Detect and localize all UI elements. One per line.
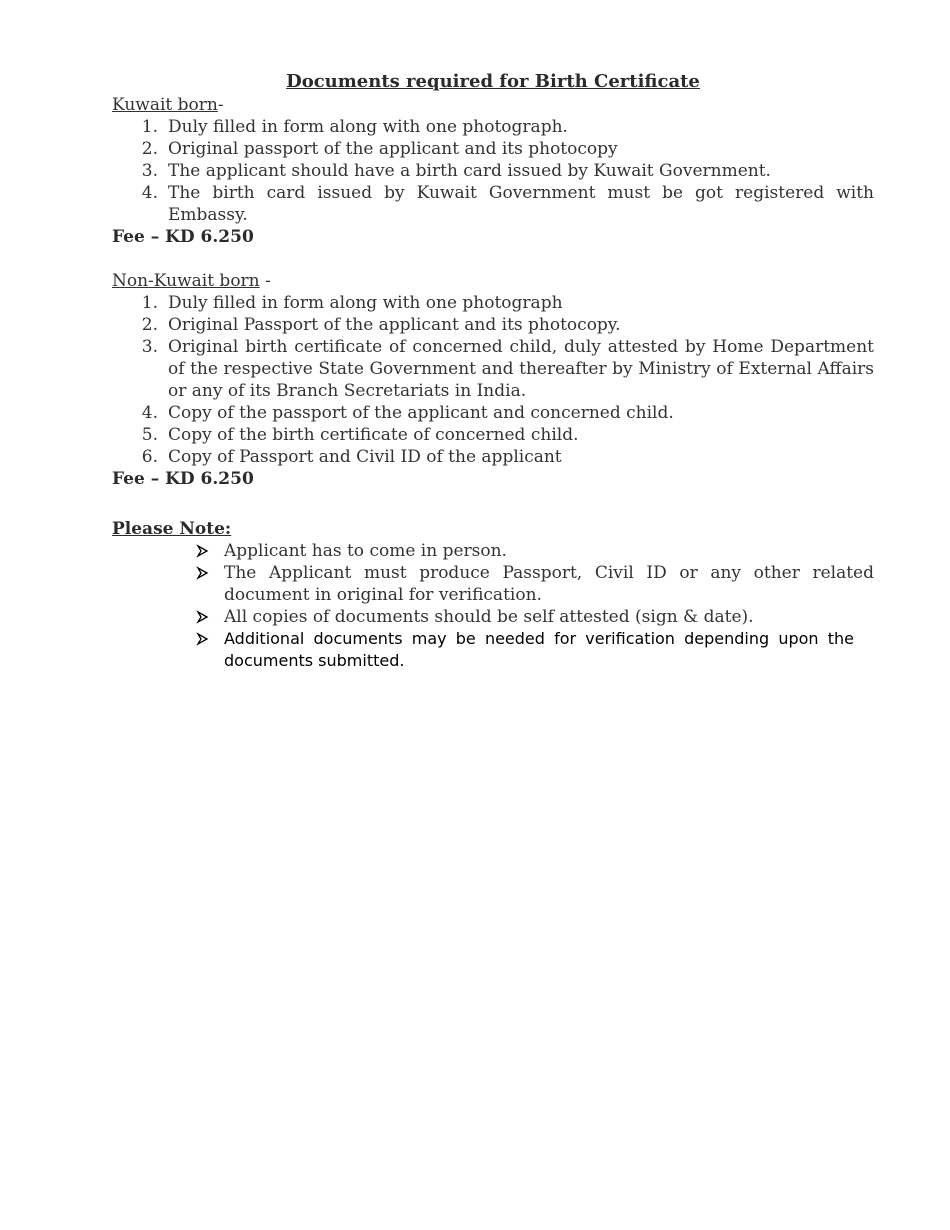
arrowhead-bullet-icon bbox=[196, 606, 210, 628]
please-note-heading: Please Note: bbox=[112, 519, 232, 539]
list-item-text: Original passport of the applicant and its photocopy bbox=[168, 139, 618, 159]
please-note-list bbox=[112, 540, 874, 672]
list-item bbox=[112, 336, 874, 402]
list-item bbox=[112, 138, 874, 160]
list-item-text: Duly filled in form along with one photograph. bbox=[168, 117, 568, 137]
section-spacer bbox=[112, 490, 874, 518]
list-item-number: 2. bbox=[141, 139, 158, 159]
list-item bbox=[112, 160, 874, 182]
list-item bbox=[112, 292, 874, 314]
list-item-number: 1. bbox=[141, 117, 158, 137]
note-item bbox=[112, 628, 874, 672]
list-item bbox=[112, 424, 874, 446]
list-item-number: 1. bbox=[141, 293, 158, 313]
non-kuwait-born-document-list bbox=[112, 292, 874, 468]
note-item-text: All copies of documents should be self attested (sign & date). bbox=[224, 607, 754, 627]
kuwait-born-heading-label: Kuwait born bbox=[112, 95, 218, 115]
list-item-number: 3. bbox=[141, 337, 158, 357]
kuwait-born-heading-suffix: - bbox=[217, 95, 224, 115]
arrowhead-bullet-icon bbox=[196, 628, 210, 650]
list-item-text: Copy of Passport and Civil ID of the applicant bbox=[168, 447, 562, 467]
note-item-text: Applicant has to come in person. bbox=[224, 541, 507, 561]
non-kuwait-born-heading-suffix: - bbox=[259, 271, 271, 291]
arrowhead-bullet-icon bbox=[196, 562, 210, 584]
note-item bbox=[112, 606, 874, 628]
list-item-text: Copy of the passport of the applicant and concerned child. bbox=[168, 403, 674, 423]
non-kuwait-born-heading bbox=[112, 270, 874, 292]
list-item-number: 5. bbox=[141, 425, 158, 445]
note-item-text: Additional documents may be needed for verification depending upon the documents submitted. bbox=[224, 629, 854, 670]
list-item-number: 4. bbox=[141, 403, 158, 423]
list-item-number: 6. bbox=[141, 447, 158, 467]
non-kuwait-born-heading-label: Non-Kuwait born bbox=[112, 271, 260, 291]
list-item-text: Original Passport of the applicant and its photocopy. bbox=[168, 315, 621, 335]
note-item-text: The Applicant must produce Passport, Civil ID or any other related document in original for verification. bbox=[224, 563, 874, 605]
arrowhead-bullet-icon bbox=[196, 540, 210, 562]
list-item-number: 3. bbox=[141, 161, 158, 181]
list-item-number: 4. bbox=[141, 183, 158, 203]
note-item bbox=[112, 540, 874, 562]
document-page bbox=[112, 70, 874, 672]
kuwait-born-fee: Fee – KD 6.250 bbox=[112, 227, 254, 247]
section-spacer bbox=[112, 248, 874, 270]
list-item bbox=[112, 182, 874, 226]
non-kuwait-born-fee: Fee – KD 6.250 bbox=[112, 469, 254, 489]
list-item bbox=[112, 116, 874, 138]
kuwait-born-heading bbox=[112, 94, 874, 116]
list-item bbox=[112, 446, 874, 468]
list-item bbox=[112, 402, 874, 424]
list-item-text: The applicant should have a birth card issued by Kuwait Government. bbox=[168, 161, 771, 181]
kuwait-born-document-list bbox=[112, 116, 874, 226]
list-item-text: The birth card issued by Kuwait Government must be got registered with Embassy. bbox=[168, 183, 874, 225]
list-item-text: Copy of the birth certificate of concerned child. bbox=[168, 425, 579, 445]
page-title: Documents required for Birth Certificate bbox=[286, 71, 700, 92]
list-item-text: Duly filled in form along with one photograph bbox=[168, 293, 563, 313]
list-item bbox=[112, 314, 874, 336]
list-item-number: 2. bbox=[141, 315, 158, 335]
list-item-text: Original birth certificate of concerned child, duly attested by Home Department of the respective State Government and thereafter by Ministry of External Affairs or any of its Branch Secretariats in India. bbox=[168, 337, 874, 401]
note-item bbox=[112, 562, 874, 606]
